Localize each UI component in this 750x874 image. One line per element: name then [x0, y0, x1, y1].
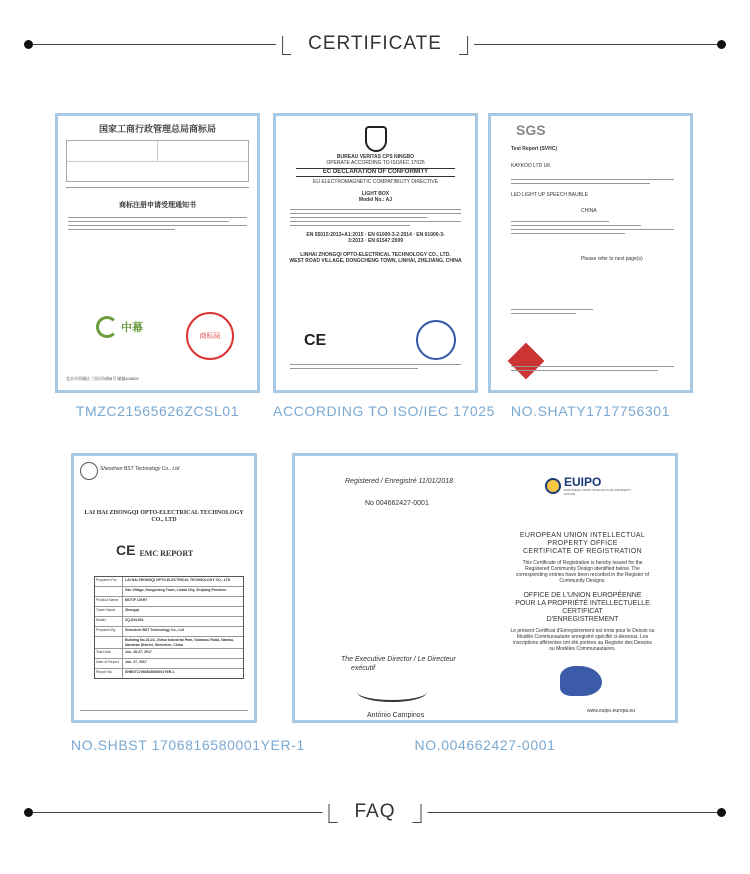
cert3-footer — [511, 363, 674, 374]
cert4-caption: NO.SHBST 1706816580001YER-1 — [71, 737, 305, 753]
table-row — [95, 626, 243, 636]
table-value: Shenzhen BST Technology Co., Ltd — [125, 628, 184, 632]
cert1-subheader: 商标注册申请受理通知书 — [119, 202, 196, 209]
cert1-date-row — [66, 187, 249, 188]
cert2-product: LIGHT BOX — [361, 191, 390, 197]
table-key: Product Name — [95, 597, 123, 606]
cert3-title: Test Report (SVHC) — [511, 146, 558, 152]
cert5-signature-scribble — [357, 682, 427, 702]
table-row — [95, 648, 243, 658]
table-value: Zhongqi — [125, 608, 139, 612]
cert3-item: LED LIGHT UP SPEECH BAUBLE — [511, 192, 589, 198]
cert5-logo-sub: EUROPEAN UNION INTELLECTUAL PROPERTY OFFICE — [564, 488, 632, 496]
header-label-box — [276, 33, 474, 55]
table-value: SHBST17060816580001YER-1 — [125, 670, 175, 674]
cert2-model: Model No.: AJ — [358, 197, 393, 203]
table-row — [95, 596, 243, 606]
table-value: MOTIF LIGHT — [125, 598, 148, 602]
cert4-footer — [80, 707, 248, 714]
table-key — [95, 587, 123, 596]
table-key: Trade Name — [95, 607, 123, 616]
cert5-cert-fr-1: CERTIFICAT — [562, 608, 603, 615]
table-key — [95, 637, 123, 648]
cert2-footer-text — [290, 361, 461, 372]
cert1-footer: 北京市西城区三里河东路8号 邮编100820 — [66, 376, 139, 381]
cert4-ce-mark: CE — [116, 542, 136, 558]
cert1-info-table — [66, 140, 249, 182]
faq-section-header — [0, 798, 750, 828]
cert1-caption: TMZC21565626ZCSL01 — [75, 403, 240, 419]
header-dot-left — [24, 40, 33, 49]
euipo-logo — [545, 476, 634, 496]
cert1-body-text — [68, 217, 247, 230]
euipo-star-icon — [545, 478, 561, 494]
cert2-directive: EU ELECTROMAGNETIC COMPATIBILITY DIRECTIVE — [312, 179, 439, 185]
cert1-brand-logo — [96, 316, 143, 338]
cert5-registered: Registered / Enregistré 11/01/2018 — [345, 478, 454, 485]
cert5-number: No 004662427-0001 — [365, 500, 429, 507]
cert2-company: LINHAI ZHONGQI OPTO-ELECTRICAL TECHNOLOGY CO., LTD. — [300, 252, 451, 258]
cert2-address: WEST ROAD VILLAGE, DONGCHENG TOWN, LINHAI, ZHEJIANG, CHINA — [289, 258, 462, 264]
cert3-client: KAYKOO LTD UK — [511, 163, 551, 169]
table-row — [95, 606, 243, 616]
faq-title: FAQ — [354, 801, 396, 822]
table-row — [95, 658, 243, 668]
cert4-report: EMC REPORT — [139, 549, 194, 558]
cert2-org: BUREAU VERITAS CPS NINGBO — [336, 154, 415, 160]
cert1-brand: 中幕 — [121, 322, 143, 334]
eu-map-icon — [560, 666, 602, 696]
header-label-box — [322, 801, 427, 823]
cert5-signatory: António Campinos — [367, 712, 425, 719]
sgs-logo: SGS — [516, 122, 546, 138]
table-row — [95, 577, 243, 586]
cert4-report-title — [116, 542, 193, 558]
table-row — [95, 616, 243, 626]
table-value: Jun. 27, 2017 — [125, 660, 147, 664]
cert5-logo: EUIPO — [564, 475, 602, 489]
cert5-cert-en: CERTIFICATE OF REGISTRATION — [523, 548, 642, 555]
table-value: ZQ-DX1001 — [125, 618, 144, 622]
cert3-details — [511, 176, 674, 187]
cert5-body-fr: Le présent Certificat d'Enregistrement est émis pour le Dessin ou Modèle Communautaire enregistré spécifié ci-dessous. Les inscriptions afférentes ont été portées au Registre des Dessins ou Modèles Communautaires. — [510, 628, 655, 652]
bureau-veritas-logo — [365, 126, 387, 152]
cert2-body-text — [290, 209, 461, 226]
table-key: Report No. — [95, 669, 123, 678]
header-dot-left — [24, 808, 33, 817]
cert5-office-en-1: EUROPEAN UNION INTELLECTUAL — [519, 532, 646, 539]
sgs-test-report[interactable] — [488, 113, 693, 393]
cert5-office-fr-1: OFFICE DE L'UNION EUROPÉENNE — [523, 592, 642, 599]
header-dot-right — [717, 40, 726, 49]
cert1-header: 国家工商行政管理总局商标局 — [98, 124, 216, 134]
table-key: Date of Report — [95, 659, 123, 668]
leaf-icon — [96, 316, 118, 338]
cert3-body — [511, 218, 674, 237]
cert4-lab: Shenzhen BST Technology Co., Ltd — [100, 466, 180, 472]
emc-report-certificate[interactable] — [71, 453, 257, 723]
cert3-conclusion: Please refer to next page(s) — [581, 256, 643, 262]
ec-declaration-certificate[interactable] — [273, 113, 478, 393]
cert2-blue-seal — [416, 320, 456, 360]
cert4-company: LAI HAI ZHONGQI OPTO-ELECTRICAL TECHNOLOGY CO., LTD — [84, 510, 244, 523]
cert5-cert-fr-2: D'ENREGISTREMENT — [546, 616, 619, 623]
trademark-certificate[interactable] — [55, 113, 260, 393]
header-dot-right — [717, 808, 726, 817]
table-value: LAI HAI ZHONGQI OPTO-ELECTRICAL TECHNOLOGY CO., LTD — [125, 578, 231, 582]
cert5-caption: NO.004662427-0001 — [414, 737, 556, 753]
table-value: Building No.23-24, Zhihui Industrial Park, Guankou Road, Nantou, Nanshan District, Shenzhen, China — [125, 638, 235, 647]
table-row — [95, 586, 243, 596]
certificate-section-header — [0, 30, 750, 60]
cert5-office-en-2: PROPERTY OFFICE — [547, 540, 618, 547]
cert5-director-1: The Executive Director / Le Directeur — [341, 656, 456, 663]
table-key: Test Date — [95, 649, 123, 658]
cert1-stamp-text: 商标局 — [199, 333, 221, 340]
table-value: Jun. 26-27, 2017 — [125, 650, 152, 654]
cert5-website: www.euipo.europa.eu — [587, 708, 636, 714]
cert4-lab-logo — [80, 462, 98, 480]
cert1-red-seal — [186, 312, 234, 360]
table-row — [95, 668, 243, 678]
cert2-ce-mark: CE — [304, 332, 327, 349]
cert2-standards: EN 55015:2013+A1:2015 · EN 61000-3-2:2014 · EN 61000-3-3:2013 · EN 61547:2009 — [306, 232, 445, 244]
table-row — [95, 636, 243, 648]
cert3-signature — [511, 306, 674, 317]
cert5-office-fr-2: POUR LA PROPRIÉTÉ INTELLECTUELLE — [515, 600, 650, 607]
table-value: Xilu Village, Dongcheng Town, Linhai City, Zhejiang Province — [125, 588, 227, 592]
table-key: Prepared By — [95, 627, 123, 636]
cert3-country: CHINA — [581, 208, 597, 214]
certificate-title: CERTIFICATE — [308, 33, 442, 54]
cert4-report-table — [94, 576, 244, 679]
cert2-caption: ACCORDING TO ISO/IEC 17025 — [273, 403, 496, 419]
cert3-caption: NO.SHATY1717756301 — [510, 403, 671, 419]
cert5-director-2: exécutif — [351, 665, 376, 672]
table-key: Model — [95, 617, 123, 626]
table-key: Prepared For — [95, 577, 123, 586]
cert2-org-sub: OPERATE ACCORDING TO ISO/IEC 17025 — [326, 160, 425, 166]
cert5-right-column — [500, 532, 665, 656]
cert5-body-en: This Certificate of Registration is hereby issued for the Registered Community Design identified below. The corresponding entries have been recorded in the Register of Community Designs. — [515, 560, 650, 584]
cert2-title: EC DECLARATION OF CONFORMITY — [296, 168, 455, 177]
euipo-certificate[interactable] — [292, 453, 678, 723]
